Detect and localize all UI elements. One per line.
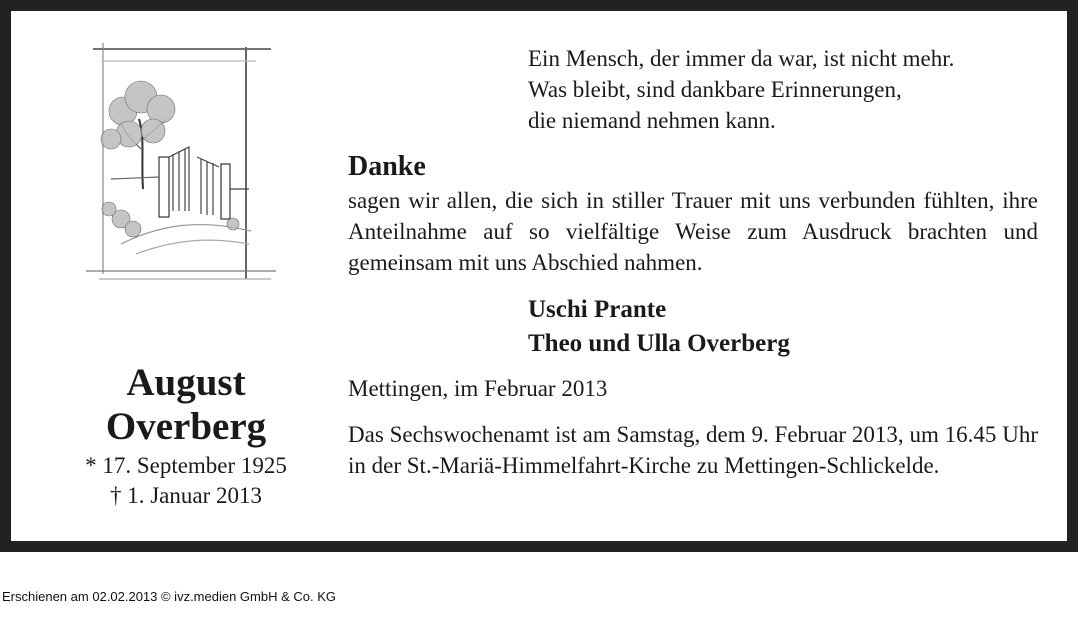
life-dates — [41, 451, 331, 511]
quote-line: die niemand nehmen kann. — [528, 108, 776, 133]
quote-line: Ein Mensch, der immer da war, ist nicht mehr. — [528, 46, 955, 71]
deceased-last-name: Overberg — [105, 405, 267, 448]
signature-line: Theo und Ulla Overberg — [528, 330, 790, 357]
deceased-first-name: August — [126, 361, 246, 404]
thanks-heading: Danke — [348, 151, 426, 182]
obituary-card — [11, 11, 1067, 541]
garden-gate-illustration — [81, 39, 281, 299]
deceased-name — [41, 361, 331, 449]
signature-line: Uschi Prante — [528, 296, 667, 323]
signatures — [528, 293, 790, 361]
memorial-quote — [528, 43, 1048, 136]
death-date: † 1. Januar 2013 — [109, 483, 263, 508]
publication-footer: Erschienen am 02.02.2013 © ivz.medien GmbH & Co. KG — [2, 589, 337, 604]
birth-date: * 17. September 1925 — [85, 453, 287, 478]
thanks-text: sagen wir allen, die sich in stiller Trauer mit uns verbunden fühlten, ihre Anteilnahme auf so vielfältige Weise zum Ausdruck brachten und gemeinsam mit uns Abschied nahmen. — [348, 188, 1038, 275]
service-announcement: Das Sechswochenamt ist am Samstag, dem 9. Februar 2013, um 16.45 Uhr in der St.-Mariä-Himmelfahrt-Kirche zu Mettingen-Schlickelde. — [348, 422, 1038, 478]
quote-line: Was bleibt, sind dankbare Erinnerungen, — [528, 77, 902, 102]
place-date: Mettingen, im Februar 2013 — [348, 376, 608, 401]
